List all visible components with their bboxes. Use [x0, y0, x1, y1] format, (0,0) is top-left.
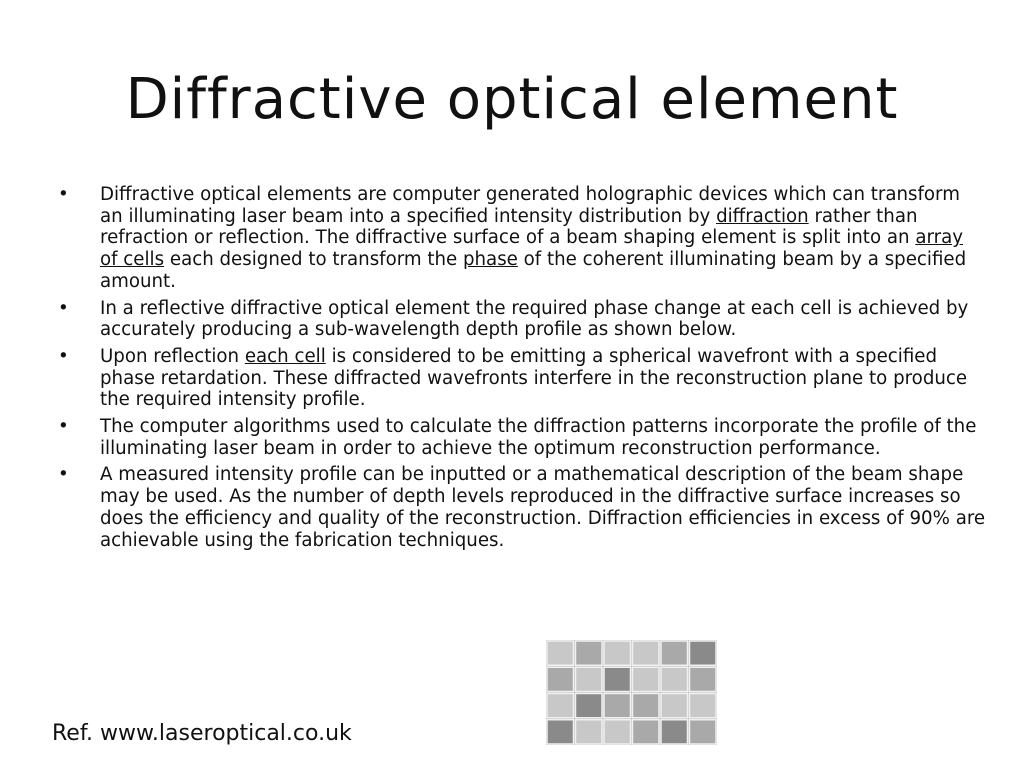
- cell: [576, 720, 603, 744]
- bullet-text: rather than refraction or reflection. The diffractive surface of a beam shaping element is split into an: [100, 205, 918, 249]
- bullet-marker: •: [58, 464, 69, 486]
- bullet-marker: •: [58, 345, 69, 367]
- cell: [576, 667, 603, 691]
- slide-title: Diffractive optical element: [125, 67, 899, 132]
- bullet-marker: •: [58, 184, 69, 205]
- cell: [690, 694, 717, 718]
- cell: [576, 694, 603, 718]
- cell: [661, 694, 688, 718]
- reference-text: Ref. www.laseroptical.co.uk: [52, 721, 352, 746]
- bullet-item: [58, 298, 986, 341]
- cell: [661, 641, 688, 665]
- diffraction-link[interactable]: diffraction: [716, 205, 809, 227]
- array-of-cells-link[interactable]: array of cells: [100, 227, 964, 271]
- phase-link[interactable]: phase: [462, 249, 518, 271]
- bullet-text: A measured intensity profile can be inputted or a mathematical description of the beam shape may be used. As the number of depth levels reproduced in the diffractive surface increases so does the efficiency and quality of the reconstruction. Diffraction efficiencies in excess of 90% are achievable using the fabrication techniques.: [100, 464, 986, 551]
- bullet-item: [58, 464, 986, 551]
- cell-array-micrograph: [546, 640, 717, 745]
- cell: [633, 641, 660, 665]
- cell: [576, 641, 603, 665]
- cell: [633, 694, 660, 718]
- bullet-marker: •: [58, 297, 69, 319]
- bullet-text: In a reflective diffractive optical element the required phase change at each cell is achieved by accurately producing a sub-wavelength depth profile as shown below.: [100, 297, 969, 341]
- cell: [547, 667, 574, 691]
- cell: [661, 667, 688, 691]
- cell: [547, 641, 574, 665]
- cell: [633, 667, 660, 691]
- cell: [604, 694, 631, 718]
- cell: [604, 641, 631, 665]
- bullet-text: Diffractive optical elements are computer generated holographic devices which can transform an illuminating laser beam into a specified intensity distribution by: [100, 184, 960, 227]
- cell: [604, 720, 631, 744]
- bullet-item: [58, 184, 986, 293]
- cell: [604, 667, 631, 691]
- bullet-list: [58, 184, 986, 556]
- cell: [661, 720, 688, 744]
- bullet-text: Upon reflection: [100, 345, 245, 367]
- bullet-item: [58, 346, 986, 411]
- cell: [690, 667, 717, 691]
- cell: [547, 694, 574, 718]
- bullet-text: The computer algorithms used to calculate the diffraction patterns incorporate the profile of the illuminating laser beam in order to achieve the optimum reconstruction performance.: [100, 416, 977, 459]
- cell: [547, 720, 574, 744]
- cell: [690, 641, 717, 665]
- each-cell-link[interactable]: each cell: [244, 345, 326, 367]
- bullet-item: [58, 416, 986, 459]
- bullet-text: each designed to transform the: [164, 249, 463, 271]
- cell-array-graphic: [546, 640, 717, 745]
- bullet-marker: •: [58, 416, 69, 438]
- bullet-text: is considered to be emitting a spherical wavefront with a specified phase retardation. These diffracted wavefronts interfere in the reconstruction plane to produce the required intensity profile.: [100, 345, 968, 411]
- cell: [633, 720, 660, 744]
- cell: [690, 720, 717, 744]
- bullet-text: of the coherent illuminating beam by a specified amount.: [100, 249, 967, 292]
